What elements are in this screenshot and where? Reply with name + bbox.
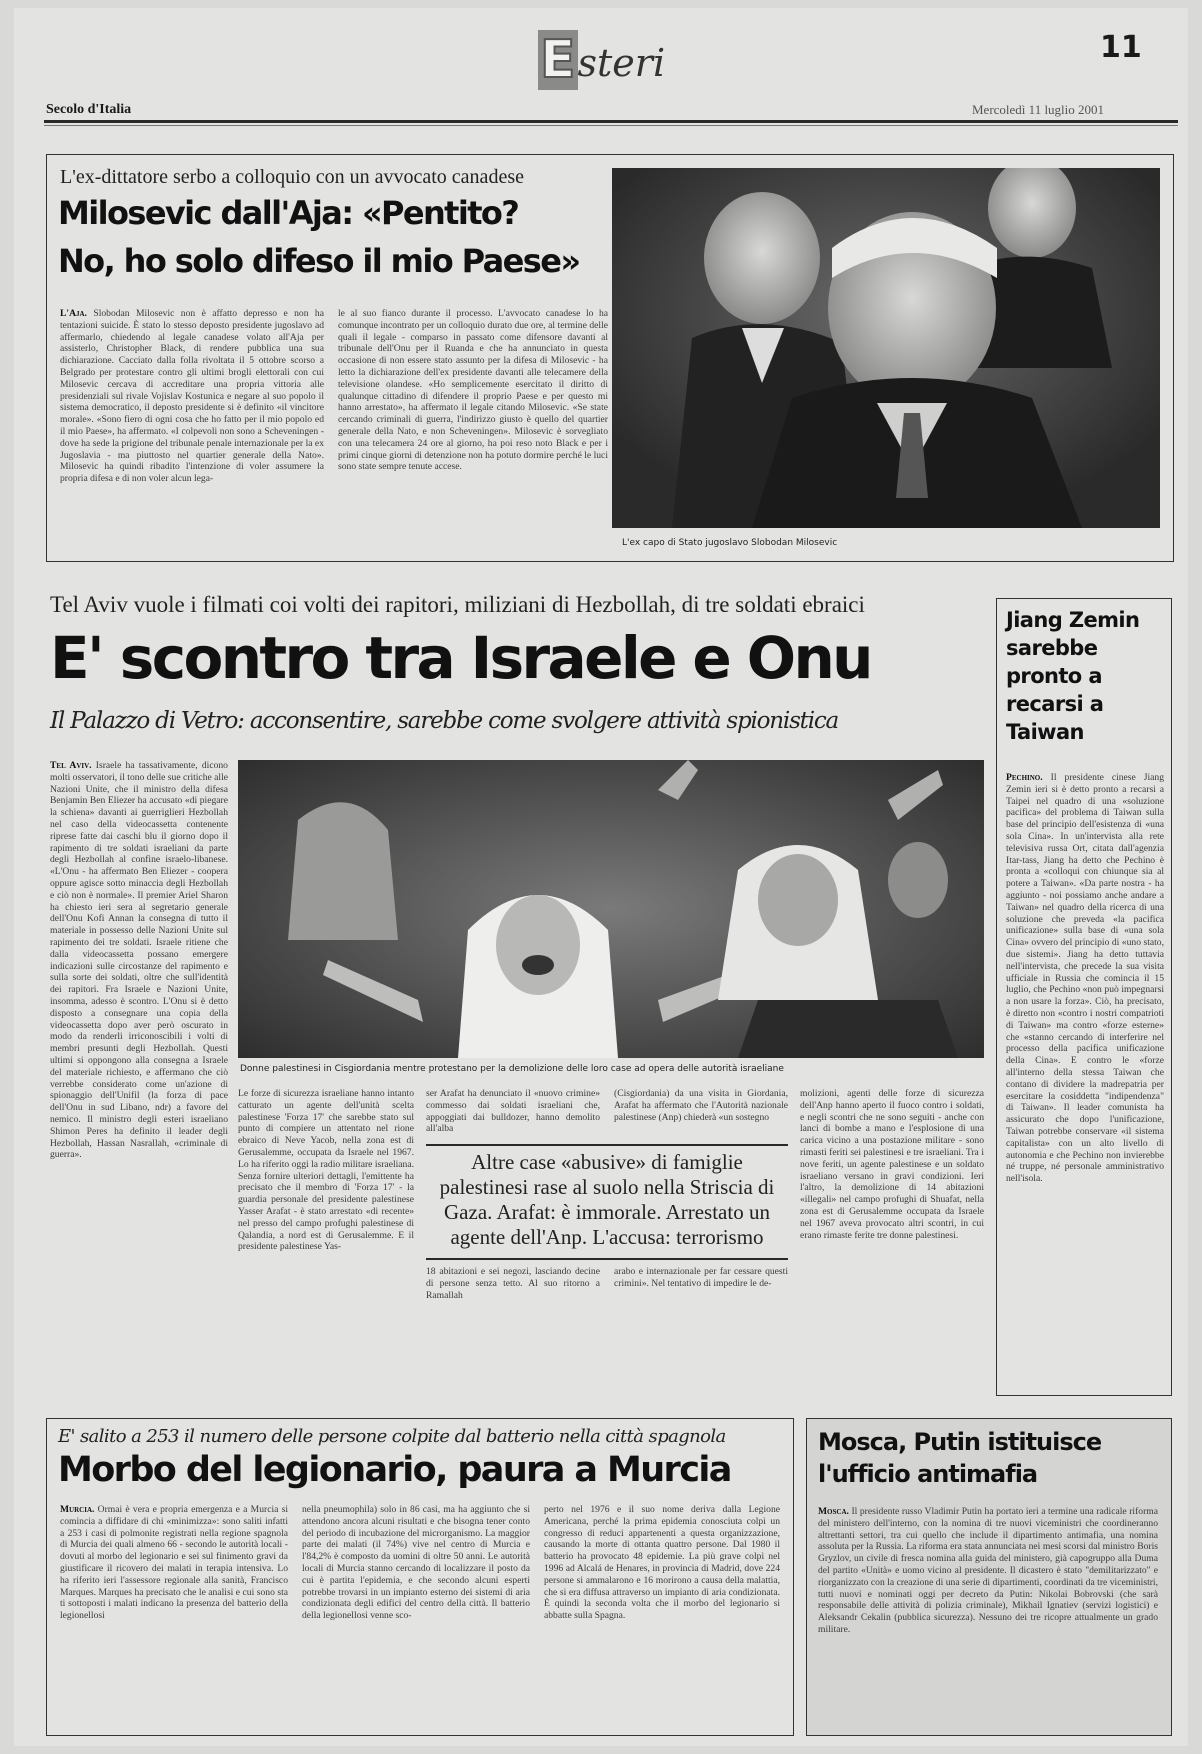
- section-title: [538, 30, 665, 90]
- masthead-rule: [44, 120, 1178, 123]
- mosca-column: [818, 1506, 1158, 1728]
- israel-text-5: molizioni, agenti delle forze di sicurezza dell'Anp hanno aperto il fuoco contro i soldati, e negli scontri che ne sono seguiti - anche con lanci di bombe a mano e l'esplosione di una carica vicino a una postazione militare - sono rimasti feriti sei palestinesi e tre israeliani. Tra i nove feriti, un agente palestinese e un soldato israeliano versano in gravi condizioni. Ieri l'altro, la demolizione di 14 abitazioni «illegali» nel campo profughi di Shuafat, nella zona est di Gerusalemme occupata da Israele nel 1967 aveva provocato altri scontri, in cui erano rimaste ferite tre donne palestinesi.: [800, 1088, 984, 1241]
- israel-column-5: [800, 1088, 984, 1392]
- milosevic-photo-image: [612, 168, 1160, 528]
- milosevic-text-2: le al suo fianco durante il processo. L'avvocato canadese lo ha comunque incontrato per un colloquio durato due ore, al termine delle quali il legale - comparso in passato come difensore davanti al tribunale dell'Onu per il Ruanda e che ha annunciato in questa occasione di non essere stato assunto per la difesa di Milosevic - ha letto la dichiarazione dell'ex presidente davanti alle telecamere della televisione olandese. «Ho semplicemente esercitato il diritto di qualunque cittadino di difendere il proprio Paese e per questo mi hanno arrestato», ha affermato il legale citando Milosevic. «Se state cercando criminali di guerra, l'indirizzo giusto è quello del quartier generale della Nato, e non Scheveningen». Milosevic è sorvegliato con una telecamera 24 ore al giorno, ha poi reso noto Black e per i primi cinque giorni di detenzione non ha potuto dormire perché le luci sono state sempre tenute accese.: [338, 308, 608, 473]
- israel-column-3: [426, 1088, 600, 1136]
- murcia-kicker: E' salito a 253 il numero delle persone colpite dal batterio nella città spagnola: [58, 1426, 726, 1447]
- israel-text-2: Le forze di sicurezza israeliane hanno intanto catturato un agente dell'unità scelta palestinese 'Forza 17' che sarebbe stato sul punto di compiere un attentato nel rione ebraico di Neve Yacob, nella zona est di Gerusalemme, occupata da Israele nel 1967. Lo ha riferito oggi la radio militare israeliana. Senza fornire ulteriori dettagli, l'emittente ha precisato che il membro di 'Forza 17' - la guardia personale del presidente palestinese Yasser Arafat - è stato arrestato «di recente» nel presso del campo profughi palestinese di Qalandia, a nord est di Gerusalemme. E il presidente palestinese Yas-: [238, 1088, 414, 1253]
- issue-date: Mercoledì 11 luglio 2001: [972, 102, 1105, 117]
- murcia-column-1: [60, 1504, 288, 1728]
- milosevic-headline-2: No, ho solo difeso il mio Paese»: [58, 242, 580, 280]
- murcia-headline: Morbo del legionario, paura a Murcia: [58, 1450, 731, 1490]
- section-initial: E: [540, 30, 576, 90]
- israel-dateline: Tel Aviv.: [50, 760, 92, 771]
- protest-photo-image: [238, 760, 984, 1058]
- jiang-text: Il presidente cinese Jiang Zemin ieri si è detto pronto a recarsi a Taipei nel quadro di una «soluzione pacifica» del problema di Taiwan sulla base del principio dell'esistenza di «una sola Cina». In un'intervista alla rete televisiva russa Ort, citata dall'agenzia Itar-tass, Jiang ha detto che Pechino è pronta a «colloqui con chiunque sia al potere a Taiwan». «Da parte nostra - ha aggiunto - noi possiamo anche andare a Taiwan» nel quadro della ricerca di una soluzione che preveda «la pacifica unificazione» sulla base di «una sola Cina» ovvero del principio di «uno stato, due sistemi». Jiang ha detto tuttavia nell'intervista, che precede la sua visita ufficiale in Russia che comincia il 15 luglio, che Pechino «non può impegnarsi a non usare la forza». Ciò, ha precisato, è diretto non «contro i nostri compatrioti di Taiwan» ma contro «forze esterne» che «stanno cercando di interferire nel processo della pacifica unificazione della Cina». E contro le «forze all'interno della stessa Taiwan che contano di dividere la madrepatria per esercitare la cosiddetta "indipendenza" di Taiwan». Il leader comunista ha assicurato che dopo l'unificazione, Taiwan potrebbe conservare «il sistema capitalista» con un alto livello di autonomia e che Pechino non invierebbe né truppe, né personale amministrativo nell'isola.: [1006, 772, 1164, 1185]
- milosevic-kicker: L'ex-dittatore serbo a colloquio con un avvocato canadese: [60, 166, 524, 188]
- page-number: 11: [1100, 30, 1142, 65]
- israel-text-4: (Cisgiordania) da una visita in Giordania, Arafat ha affermato che l'Autorità nazionale palestinese (Anp) chiederà «un sostegno: [614, 1088, 788, 1123]
- murcia-text-1: Ormai è vera e propria emergenza e a Murcia si comincia a diffidare di chi «minimizza»: sono saliti infatti a 253 i casi di polmonite registrati nella regione spagnola di Murcia dei quali almeno 66 - secondo le autorità locali - dovuti al morbo del legionario e sei sul finimento gravi da giustificare il ricovero dei malati in terapia intensiva. Lo ha riferito ieri l'assessore regionale alla sanità, Francisco Marques. Marques ha precisato che le analisi e cui sono sta ti sottoposti i malati indicano la presenza del batterio della legionellosi: [60, 1504, 288, 1622]
- pullquote-rule-bottom: [426, 1258, 788, 1260]
- milosevic-photo-caption: L'ex capo di Stato jugoslavo Slobodan Milosevic: [622, 538, 838, 548]
- milosevic-headline-1: Milosevic dall'Aja: «Pentito?: [58, 194, 519, 232]
- israel-column-1: [50, 760, 228, 1386]
- masthead-rule-thin: [44, 125, 1178, 126]
- jiang-dateline: Pechino.: [1006, 772, 1043, 783]
- pullquote-rule-top: [426, 1144, 788, 1146]
- milosevic-dateline: L'Aja.: [60, 308, 87, 319]
- murcia-dateline: Murcia.: [60, 1504, 95, 1515]
- murcia-text-2: nella pneumophila) solo in 86 casi, ma ha aggiunto che si attendono ancora alcuni risultati e che bisogna tener conto del periodo di incubazione del microrganismo. La maggior parte dei malati (il 74%) vive nel centro di Murcia e l'84,2% è composto da uomini di oltre 50 anni. Le autorità locali di Murcia stanno cercando di localizzare il posto da cui è partita l'epidemia, e che secondo alcuni esperti potrebbe trovarsi in un impianto esterno dei sistemi di aria condizionata degli edifici del centro della città. Il batterio della legionellosi venne sco-: [302, 1504, 530, 1622]
- israel-subhead: Il Palazzo di Vetro: acconsentire, sarebbe come svolgere attività spionistica: [50, 708, 839, 734]
- israel-text-4b: arabo e internazionale per far cessare questi crimini». Nel tentativo di impedire le de-: [614, 1266, 788, 1289]
- protest-photo: [238, 760, 984, 1058]
- israel-text-3: ser Arafat ha denunciato il «nuovo crimine» commesso dai soldati israeliani che, appoggiati dai bulldozer, hanno demolito all'alba: [426, 1088, 600, 1135]
- milosevic-photo: [612, 168, 1160, 528]
- israel-pullquote: Altre case «abusive» di famiglie palestinesi rase al suolo nella Striscia di Gaza. Arafat: è immorale. Arrestato un agente dell'Anp. L'accusa: terrorismo: [439, 1150, 775, 1249]
- israel-text-3b: 18 abitazioni e sei negozi, lasciando decine di persone senza tetto. Al suo ritorno a Ramallah: [426, 1266, 600, 1301]
- paper-name: Secolo d'Italia: [46, 102, 132, 117]
- section-rest: steri: [577, 41, 666, 85]
- milosevic-column-2: [338, 308, 608, 548]
- murcia-column-2: [302, 1504, 530, 1728]
- israel-column-2: [238, 1088, 414, 1388]
- murcia-text-3: perto nel 1976 e il suo nome deriva dalla Legione Americana, perché la prima epidemia conosciuta colpì un congresso di reduci appartenenti a questa organizzazione, causando la morte di ottanta quattro persone. Dal 1980 il batterio ha provocato 48 epidemie. La più grave colpì nel 1996 ad Alcalá de Henares, in provincia di Madrid, dove 224 persone si ammalarono e 16 morirono a causa della malattia, che si era diffusa attraverso un impianto di aria condizionata. È quindi la seconda volta che il morbo del legionario si abbatte sulla Spagna.: [544, 1504, 780, 1622]
- israel-column-3b: [426, 1266, 600, 1392]
- jiang-headline: Jiang Zemin sarebbe pronto a recarsi a Taiwan: [1006, 608, 1140, 744]
- israel-kicker: Tel Aviv vuole i filmati coi volti dei rapitori, miliziani di Hezbollah, di tre soldati ebraici: [50, 592, 865, 617]
- israel-text-1: Israele ha tassativamente, dicono molti osservatori, il tono delle sue critiche alle Nazioni Unite, che il ministro della difesa Benjamin Ben Eliezer ha accusato «di piegare la schiena» davanti ai guerriglieri Hezbollah nel caso della videocassetta contenente riprese fatte dai caschi blu il giorno dopo il rapimento di tre soldati israeliani da parte degli Hezbollah al confine israelo-libanese. «L'Onu - ha affermato Ben Eliezer - coopera oppure agisce sotto minaccia degli Hezbollah e ciò non è normale». Il premier Ariel Sharon ha chiesto ieri sera al segretario generale dell'Onu Kofi Annan la consegna di tutto il materiale in possesso delle Nazioni Unite sul rapimento dei tre soldati. Israele ritiene che dalla videocassetta possano emergere indicazioni sulle circostanze del rapimento e sulla sorte dei soldati, oltre che sull'identità dei rapitori. Fra Israele e Nazioni Unite, insomma, adesso è scontro. L'Onu si è detto disposto a consegnare una copia della videocassetta dopo aver però oscurato in modo da renderli irriconoscibili i volti di membri presunti degli Hezbollah. Questi ultimi si oppongono alla consegna a Israele del materiale richiesto, e affermano che ciò verrebbe considerato come un'azione di spionaggio dell'Unifil (la forza di pace dell'Onu in sud Libano, ndr) a favore del nemico. Il ministro degli esteri israeliano Shimon Peres ha definito il leader degli Hezbollah, Hassan Nasrallah, «criminale di guerra».: [50, 760, 228, 1161]
- mosca-text: Il presidente russo Vladimir Putin ha portato ieri a termine una radicale riforma del ministero dell'interno, con la nomina di tre nuovi viceministri che coordineranno altrettanti settori, tra cui quello che include il dipartimento antimafia, una nomina assoluta per la Russia. La riforma era stata annunciata nei mesi scorsi dal ministro Boris Gryzlov, un civile di fresca nomina alla guida del ministero, già capogruppo alla Duma del partito «Unità» e uomo vicino al presidente. Il dicastero è stato "demilitarizzato" e riorganizzato con la creazione di una serie di dipartimenti, coordinati da tre viceministri, tutti nuovi e nominati oggi per decreto da Putin: Nikolai Bobrovski (che sarà responsabile delle attività di polizia criminale), Mikhail Ignatiev (servizi logistici) e Aleksandr Cekalin (pubblica sicurezza). Nessuno dei tre ricopre attualmente un grado militare.: [818, 1506, 1158, 1635]
- israel-column-4: [614, 1088, 788, 1136]
- newspaper-page: [14, 8, 1188, 1746]
- mosca-dateline: Mosca.: [818, 1506, 849, 1517]
- protest-photo-caption: Donne palestinesi in Cisgiordania mentre protestano per la demolizione delle loro case ad opera delle autorità israeliane: [240, 1064, 784, 1074]
- israel-column-4b: [614, 1266, 788, 1392]
- jiang-column: [1006, 772, 1164, 1384]
- mosca-headline: Mosca, Putin istituisce l'ufficio antimafia: [818, 1428, 1102, 1488]
- israel-headline: E' scontro tra Israele e Onu: [50, 624, 871, 692]
- milosevic-column-1: [60, 308, 324, 548]
- murcia-column-3: [544, 1504, 780, 1728]
- milosevic-text-1: Slobodan Milosevic non è affatto depresso e non ha tentazioni suicide. È stato lo stesso deposto presidente jugoslavo ad affermarlo, chiedendo al legale canadese volato all'Aja per assisterlo, Christopher Black, di rendere pubblica una sua dichiarazione. Cacciato dalla folla rivoltata il 5 ottobre scorso a Belgrado per protestare contro gli ultimi brogli elettorali con cui Milosevic cercava di accreditare una propria vittoria alle presidenziali sul rivale Vojislav Kostunica e negare al suo popolo il sistema democratico, il deposto presidente si è definito «il vincitore morale». «Sono fiero di ogni cosa che ho fatto per il mio popolo ed il mio Paese», ha affermato. «I colpevoli non sono a Scheveningen - dove ha sede la prigione del tribunale penale internazionale per la ex Jugoslavia - ma piuttosto nel quartier generale della Nato». Milosevic ha quindi ribadito l'intenzione di voler assumere la propria difesa e di non voler alcun lega-: [60, 308, 324, 485]
